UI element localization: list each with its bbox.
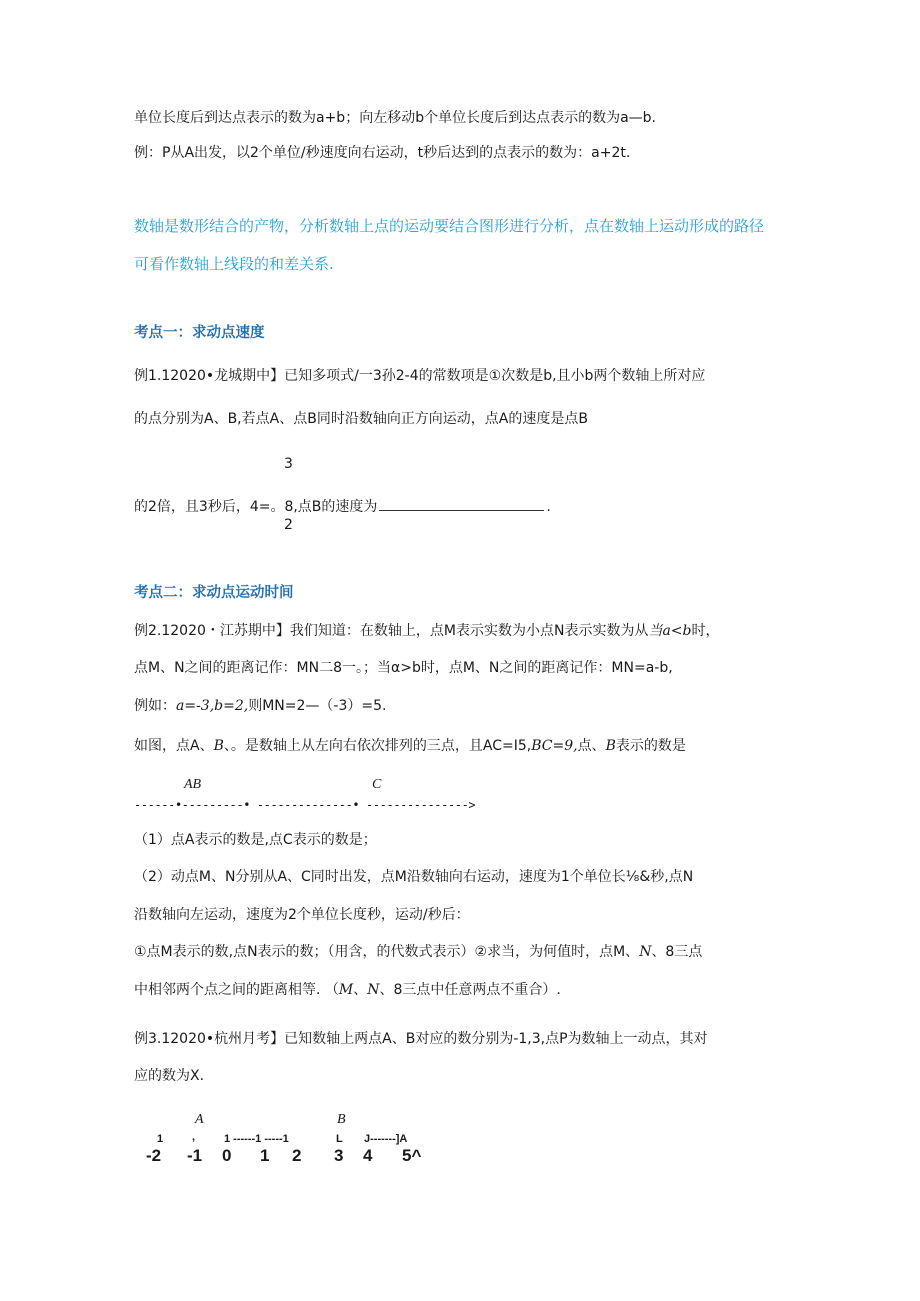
axis-label-ab: AB	[184, 777, 202, 792]
fraction-denominator: 2	[284, 517, 293, 533]
tick-left: 1	[157, 1133, 164, 1145]
tick-middle: 1 ------1 -----1	[224, 1133, 289, 1145]
question-2-line-3	[134, 942, 702, 962]
q2d-a: 中相邻两个点之间的距离相等. （	[134, 982, 339, 998]
axis-number: 2	[292, 1146, 302, 1165]
question-2-line-4	[134, 980, 561, 1000]
axis-number: 1	[260, 1146, 270, 1165]
example-1-line-3	[134, 497, 551, 517]
line-4-a: 如图，点A、	[134, 738, 214, 754]
example-2-line-2: 点M、N之间的距离记作：MN二8一。；当α>b时，点M、N之间的距离记作：MN=a-b,	[134, 660, 673, 676]
q2d-d: N	[367, 982, 380, 998]
axis-number: -1	[187, 1146, 203, 1165]
note-line-2: 可看作数轴上线段的和差关系.	[134, 255, 334, 273]
axis-number: -2	[146, 1146, 162, 1165]
example-2-line-1-end: 时，	[691, 623, 720, 639]
question-2-line-1: （2）动点M、N分别从A、C同时出发，点M沿数轴向右运动，速度为1个单位长⅛&秒,点N	[134, 869, 694, 885]
axis-number: 0	[222, 1146, 232, 1165]
tick-l: L	[336, 1133, 343, 1145]
line-4-c: 、。是数轴上从左向右依次排列的三点，且AC=I5,	[223, 738, 532, 754]
example-3-line-2: 应的数为X.	[134, 1068, 205, 1084]
note-line-1: 数轴是数形结合的产物，分析数轴上点的运动要结合图形进行分析，点在数轴上运动形成的路径	[134, 217, 765, 235]
example-2-line-3	[134, 696, 386, 716]
question-2-line-2: 沿数轴向左运动，速度为2个单位长度秒，运动/秒后：	[134, 907, 470, 923]
q2d-e: 、8三点中任意两点不重合）.	[379, 982, 561, 998]
answer-blank	[379, 497, 544, 511]
axis-label-c: C	[372, 777, 382, 792]
q2d-b: M	[338, 982, 354, 998]
example-2-line-1	[134, 621, 720, 641]
example-2-line-3-text: 例如：	[134, 698, 176, 714]
axis-number: 5^	[402, 1146, 422, 1165]
question-1: （1）点A表示的数是,点C表示的数是；	[134, 832, 377, 848]
q2d-c: 、	[353, 982, 368, 998]
tick-comma: ,	[192, 1131, 196, 1143]
point-label-b: B	[337, 1112, 346, 1127]
line-4-f: B	[605, 738, 616, 754]
number-line-1: ------•---------• --------------• --------------->	[134, 798, 476, 812]
line-4-d: BC=9,	[531, 738, 578, 754]
point-label-a: A	[195, 1112, 204, 1127]
example-1-line-1: 例1.12020•龙城期中】已知多项式/一3孙2-4的常数项是①次数是b,且小b两个数轴上所对应	[134, 368, 706, 384]
example-2-line-3-italic: a=-3,b=2,	[176, 698, 249, 714]
line-4-e: 点、	[577, 738, 606, 754]
example-2-line-1-italic: 当a<b	[648, 623, 692, 639]
section-heading-2: 考点二：求动点运动时间	[134, 585, 294, 601]
q2c-a: ①点M表示的数,点N表示的数；（用含，的代数式表示）②求当，为何值时，点M、	[134, 944, 640, 960]
axis-number: 3	[334, 1146, 344, 1165]
example-2-line-1-text: 例2.12020・江苏期中】我们知道：在数轴上，点M表示实数为小点N表示实数为从	[134, 623, 649, 639]
axis-number: 4	[363, 1146, 373, 1165]
q2c-c: 、8三点	[651, 944, 703, 960]
text-line-1: 单位长度后到达点表示的数为a+b；向左移动b个单位长度后到达点表示的数为a—b.	[134, 110, 656, 126]
example-2-line-3-end: 则MN=2—（-3）=5.	[248, 698, 387, 714]
example-1-line-2: 的点分别为A、B,若点A、点B同时沿数轴向正方向运动，点A的速度是点B	[134, 411, 588, 427]
example-1-line-3-text: 的2倍，且3秒后，4=。8,点B的速度为	[134, 499, 378, 515]
example-1-line-3-end: .	[546, 499, 551, 515]
fraction-numerator: 3	[284, 456, 293, 472]
line-4-b: B	[213, 738, 224, 754]
section-heading-1: 考点一：求动点速度	[134, 325, 265, 341]
example-2-line-4	[134, 736, 686, 756]
text-line-2: 例：P从A出发，以2个单位/秒速度向右运动，t秒后达到的点表示的数为：a+2t.	[134, 145, 631, 161]
tick-right: J-------]A	[364, 1133, 408, 1145]
line-4-g: 表示的数是	[615, 738, 686, 754]
q2c-b: N	[639, 944, 652, 960]
example-3-line-1: 例3.12020•杭州月考】已知数轴上两点A、B对应的数分别为-1,3,点P为数轴上一动点，其对	[134, 1031, 708, 1047]
